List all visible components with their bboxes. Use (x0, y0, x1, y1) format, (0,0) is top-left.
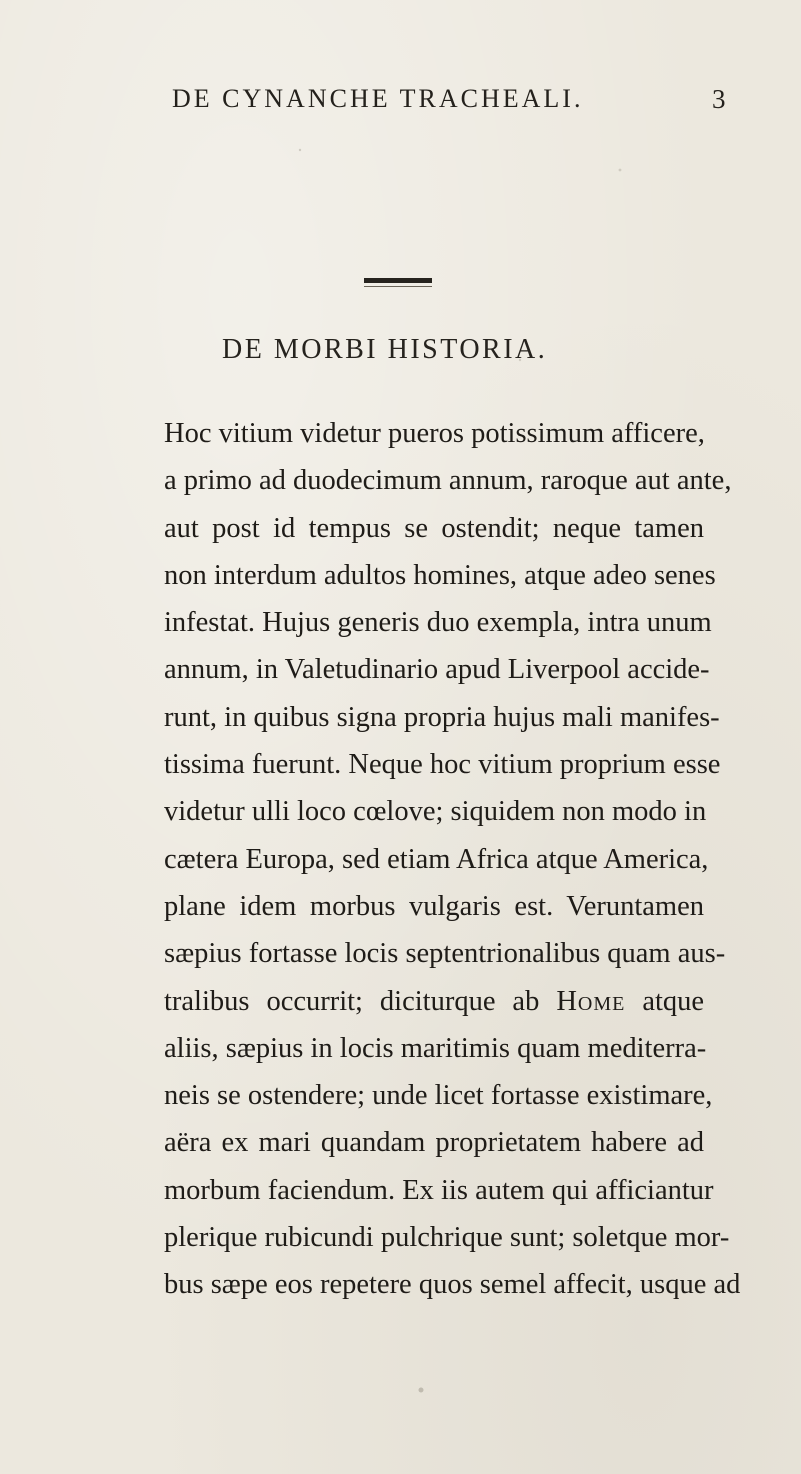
body-text (164, 410, 741, 1309)
ornamental-rule-thin (364, 286, 432, 287)
text-line: annum, in Valetudinario apud Liverpool accide- (164, 654, 710, 686)
text-line: a primo ad duodecimum annum, raroque aut ante, (164, 465, 732, 497)
text-line: videtur ulli loco cœlove; siquidem non modo in (164, 796, 707, 828)
text-line: aliis, sæpius in locis maritimis quam mediterra- (164, 1032, 707, 1064)
page-number: 3 (712, 84, 726, 114)
ornamental-rule (364, 278, 432, 283)
text-line: tissima fuerunt. Neque hoc vitium proprium esse (164, 749, 721, 781)
text-line: plane idem morbus vulgaris est. Veruntamen (164, 890, 704, 922)
text-line: infestat. Hujus generis duo exempla, intra unum (164, 607, 712, 639)
text-line-with-name (164, 978, 704, 1025)
text-line: plerique rubicundi pulchrique sunt; soletque mor- (164, 1222, 730, 1254)
text-line: morbum faciendum. Ex iis autem qui afficiantur (164, 1174, 714, 1206)
running-title: DE CYNANCHE TRACHEALI. (172, 84, 584, 113)
paper-speck (419, 1388, 424, 1393)
text-line: Hoc vitium videtur pueros potissimum afficere, (164, 418, 705, 449)
text-line: sæpius fortasse locis septentrionalibus quam aus- (164, 938, 726, 970)
text-line: runt, in quibus signa propria hujus mali manifes- (164, 701, 720, 733)
text-line-head: tralibus occurrit; diciturque ab (164, 985, 540, 1017)
text-line-tail: atque (642, 985, 705, 1017)
running-head (0, 84, 801, 118)
text-line: aut post id tempus se ostendit; neque tamen (164, 512, 704, 544)
text-line: aëra ex mari quandam proprietatem habere ad (164, 1127, 704, 1159)
author-name: Home (556, 985, 626, 1017)
paper-speck (299, 149, 301, 151)
text-line: cætera Europa, sed etiam Africa atque America, (164, 843, 709, 875)
text-line: bus sæpe eos repetere quos semel affecit, usque ad (164, 1269, 741, 1301)
text-line: neis se ostendere; unde licet fortasse existimare, (164, 1080, 713, 1112)
paper-speck (619, 169, 622, 172)
text-line: non interdum adultos homines, atque adeo senes (164, 559, 716, 591)
section-heading: DE MORBI HISTORIA. (222, 334, 548, 365)
